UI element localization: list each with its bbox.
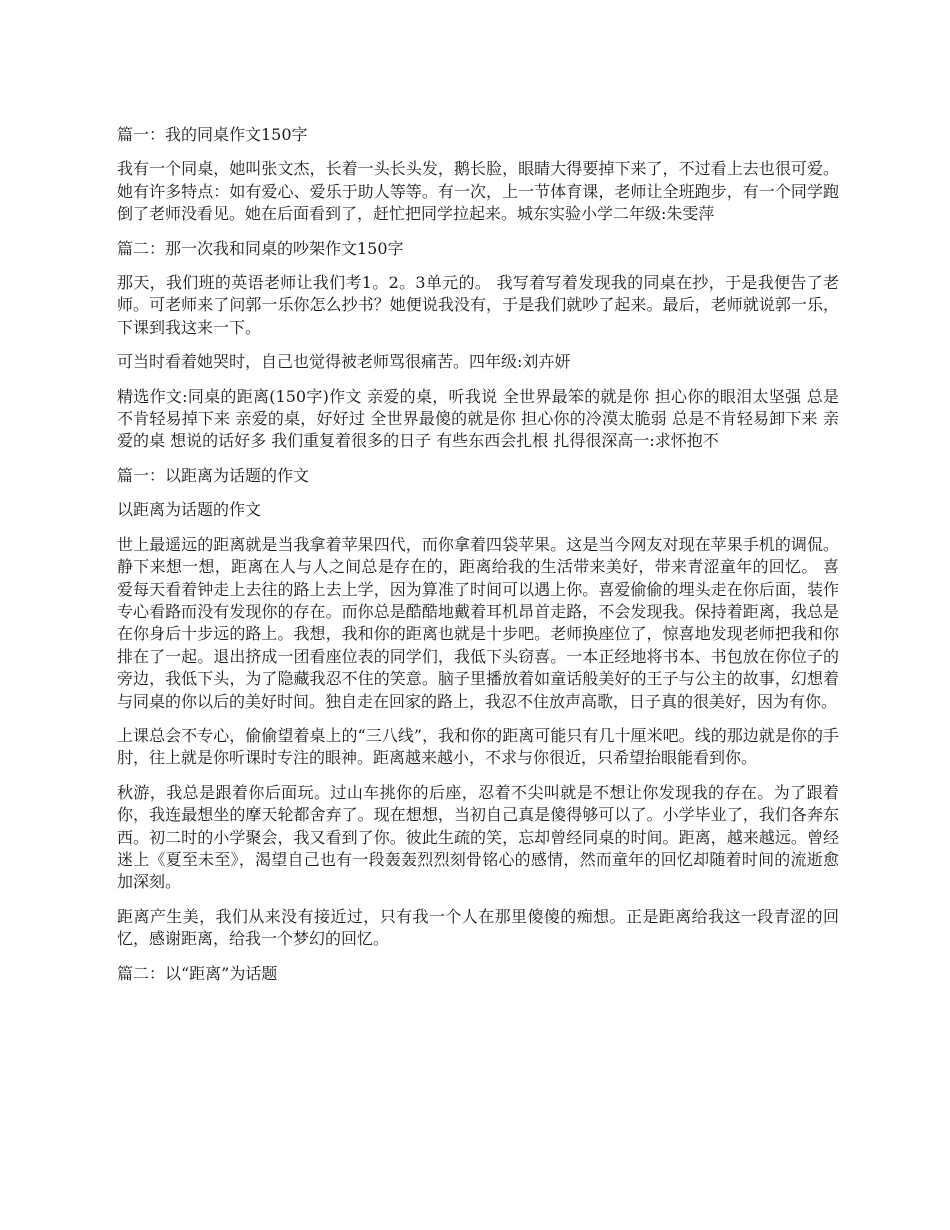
paragraph: 上课总会不专心，偷偷望着桌上的“三八线”，我和你的距离可能只有几十厘米吧。线的那边就是你的手肘，往上就是你听课时专注的眼神。距离越来越小，不求与你很近，只希望抬眼能看到你。	[117, 725, 839, 768]
paragraph: 秋游，我总是跟着你后面玩。过山车挑你的后座，忍着不尖叫就是不想让你发现我的存在。为了跟着你，我连最想坐的摩天轮都舍弃了。现在想想，当初自己真是傻得够可以了。小学毕业了，我们各奔东西。初二时的小学聚会，我又看到了你。彼此生疏的笑，忘却曾经同桌的时间。距离，越来越远。曾经迷上《夏至未至》，渴望自己也有一段轰轰烈烈刻骨铭心的感情，然而童年的回忆却随着时间的流逝愈加深刻。	[117, 782, 839, 892]
paragraph: 距离产生美，我们从来没有接近过，只有我一个人在那里傻傻的痴想。正是距离给我这一段青涩的回忆，感谢距离，给我一个梦幻的回忆。	[117, 906, 839, 949]
paragraph: 世上最遥远的距离就是当我拿着苹果四代，而你拿着四袋苹果。这是当今网友对现在苹果手机的调侃。静下来想一想，距离在人与人之间总是存在的，距离给我的生活带来美好，带来青涩童年的回忆。 喜爱每天看着钟走上去往的路上去上学，因为算准了时间可以遇上你。喜爱偷偷的埋头走在你后面，装作专心看路而没有发现你的存在。而你总是酷酷地戴着耳机昂首走路，不会发现我。保持着距离，我总是在你身后十步远的路上。我想，我和你的距离也就是十步吧。老师换座位了，惊喜地发现老师把我和你排在了一起。退出挤成一团看座位表的同学们，我低下头窃喜。一本正经地将书本、书包放在你位子的旁边，我低下头，为了隐藏我忍不住的笑意。脑子里播放着如童话般美好的王子与公主的故事，幻想着与同桌的你以后的美好时间。独自走在回家的路上，我忍不住放声高歌，日子真的很美好，因为有你。	[117, 534, 839, 711]
section-heading: 篇二：那一次我和同桌的吵架作文150字	[117, 238, 404, 258]
paragraph: 我有一个同桌，她叫张文杰，长着一头长头发，鹅长脸，眼睛大得要掉下来了，不过看上去也很可爱。她有许多特点：如有爱心、爱乐于助人等等。有一次，上一节体育课，老师让全班跑步，有一个同学跑倒了老师没看见。她在后面看到了，赶忙把同学拉起来。城东实验小学二年级:朱雯萍	[117, 159, 839, 224]
section-heading: 篇二：以“距离”为话题	[117, 963, 278, 983]
section-heading: 篇一：以距离为话题的作文	[117, 465, 310, 485]
paragraph: 精选作文:同桌的距离(150字)作文 亲爱的桌，听我说 全世界最笨的就是你 担心你的眼泪太坚强 总是不肯轻易掉下来 亲爱的桌，好好过 全世界最傻的就是你 担心你的冷漠太脆弱 总是不肯轻易卸下来 亲爱的桌 想说的话好多 我们重复着很多的日子 有些东西会扎根 扎得很深高一:求怀抱不	[117, 386, 839, 451]
section-subtitle: 以距离为话题的作文	[117, 500, 262, 520]
section-heading: 篇一：我的同桌作文150字	[117, 125, 308, 144]
paragraph: 可当时看着她哭时，自己也觉得被老师骂很痛苦。四年级:刘卉妍	[117, 352, 571, 372]
paragraph: 那天，我们班的英语老师让我们考1。2。3单元的。 我写着写着发现我的同桌在抄，于是我便告了老师。可老师来了问郭一乐你怎么抄书？她便说我没有，于是我们就吵了起来。最后，老师就说郭一乐，下课到我这来一下。	[117, 273, 839, 337]
document-body	[117, 124, 839, 997]
